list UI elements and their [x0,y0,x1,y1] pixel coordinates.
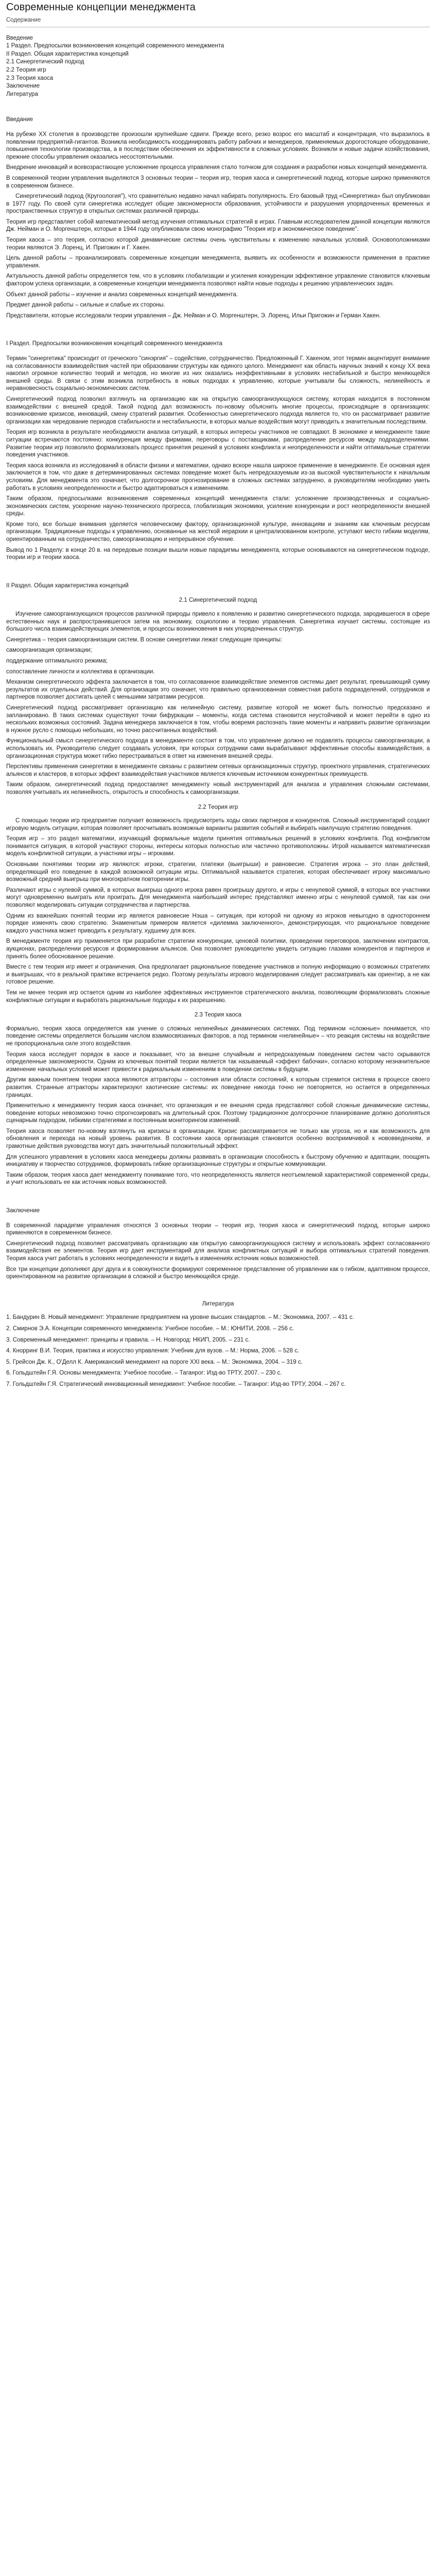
games-body [6,817,430,1004]
paragraph: сопоставление личности и коллектива в организации. [6,668,155,675]
paragraph: самоорганизация организации; [6,647,92,654]
paragraph: С помощью теории игр предприятие получает возможность предусмотреть ходы своих партнеров и конкурентов. Сложный инструментарий создают игровую модель ситуации, которая позволяет просчитывать возможные варианты развития событий и выбирать наилучшую стратегию поведения. [6,818,430,832]
reference-item: 3. Современный менеджмент: принципы и правила. – Н. Новгород: НКИП, 2005. – 231 с. [6,1336,250,1343]
paragraph: Теория хаоса возникла из исследований в области физики и математики, однако вскоре нашла широкое применение в менеджменте. Ее основная идея заключается в том, что даже в детерминированных системах поведение может быть непредсказуемым из-за высокой чувствительности к начальным условиям. Для менеджмента это означает, что долгосрочное прогнозирование в сложных системах затруднено, а руководителям необходимо уметь работать в условиях неопределенности и быстро адаптироваться к изменениям. [6,462,430,492]
paragraph: Применительно к менеджменту теория хаоса означает, что организация и ее внешняя среда представляют собой сложные динамические системы, поведение которых невозможно точно спрогнозировать на длительный срок. Поэтому традиционное долгосрочное планирование должно дополняться сценарным подходом, гибкими стратегиями и постоянным мониторингом изменений. [6,1103,430,1124]
paragraph: Изучение самоорганизующихся процессов различной природы привело к появлению и развитию синергетического подхода, зародившегося в сфере естественных наук и распространившегося затем на экономику, социологию и теорию управления. Синергетика изучает системы, состоящие из большого числа взаимодействующих элементов, и процессы возникновения в них упорядоченных структур. [6,611,430,633]
reference-item: 7. Гольдштейн Г.Я. Стратегический инновационный менеджмент: Учебное пособие. – Таганрог: Изд-во ТРТУ, 2004. – 267 с. [6,1381,346,1387]
paragraph: Перспективы применения синергетики в менеджменте связаны с развитием сетевых организационных структур, проектного управления, стратегических альянсов и кластеров, в которых эффект взаимодействия участников является ключевым источником конкурентных преимуществ. [6,764,430,777]
paragraph: Термин "синергетика" происходит от греческого "синэргия" – содействие, сотрудничество. Предложенный Г. Хакеном, этот термин акцентирует внимание на согласованности взаимодействия частей при образовании структуры как единого целого. Менеджмент как область научных знаний к концу XX века накопил огромное количество теорий и методов, но многие из них оказались неэффективными в условиях нестабильной и быстро меняющейся внешней среды. В связи с этим возникла потребность в новых подходах к управлению, которые учитывали бы сложность, нелинейность и неравновесность социально-экономических систем. [6,355,430,392]
paragraph: Одним из важнейших понятий теории игр является равновесие Нэша – ситуация, при которой ни одному из игроков невыгодно в одностороннем порядке изменять свою стратегию. Знаменитым примером является «дилемма заключенного», демонстрирующая, что рациональное поведение каждого участника может приводить к результату, худшему для всех. [6,912,430,934]
toc-item[interactable]: II Раздел. Общая характеристика концепций [6,50,129,57]
paragraph: В современной теории управления выделяются 3 основных теории – теория игр, теория хаоса и синергетический подход, которые широко применяются в современном бизнесе. [6,175,430,189]
paragraph: На рубеже XX столетия в производстве произошли крупнейшие сдвиги. Прежде всего, резко возрос его масштаб и концентрация, что выразилось в появлении предприятий-гигантов. Возникла необходимость координировать работу рабочих и менеджеров, применяемых дорогостоящее оборудование, повышения технологии производства, а в последствии обеспечения их эффективности в сложных условиях. Возникли и новые задачи хозяйствования, прежние способы управления оказались несостоятельными. [6,131,430,160]
paragraph: Представители, которые исследовали теории управления – Дж. Нейман и О. Моргенштерн, Э. Лоренц, Ильи Пригожин и Герман Хакен. [6,312,381,319]
synergy-heading: 2.1 Синергетический подход [179,597,257,604]
reference-item: 1. Бандурин В. Новый менеджмент: Управление предприятием на уровне высших стандартов. – М.: Экономика, 2007. – 431 с. [6,1314,354,1321]
chaos-heading: 2.3 Теория хаоса [194,1012,242,1019]
paragraph: Актуальность данной работы определяется тем, что в условиях глобализации и усиления конкуренции эффективное управление становится ключевым фактором успеха организации, а современные концепции менеджмента позволяют найти новые подходы к решению управленческих задач. [6,273,430,287]
toc-item[interactable]: 2.2 Теория игр [6,66,46,73]
paragraph: Объект данной работы – изучение и анализ современных концепций менеджмента. [6,291,238,298]
toc-item[interactable]: Введение [6,35,33,41]
paragraph: поддержание оптимального режима; [6,658,108,664]
paragraph: Таким образом, синергетический подход предоставляет менеджменту новый инструментарий для анализа и управления сложными системами, позволяя учитывать их нелинейность, открытость и способность к самоорганизации. [6,782,430,795]
paragraph: Функциональный смысл синергетического подхода в менеджменте состоит в том, что управление должно не подавлять процессы самоорганизации, а использовать их. Руководителю следует создавать условия, при которых сотрудники сами вырабатывают эффективные способы взаимодействия, а организационная структура может гибко перестраиваться в ответ на изменения внешней среды. [6,738,430,759]
conclusion-heading: Заключение [6,1208,40,1214]
paragraph: Вывод по 1 Разделу: в конце 20 в. на передовые позиции вышли новые парадигмы менеджмента, которые основываются на синергетическом подходе, теории игр и теории хаоса. [6,547,430,561]
intro-body [6,131,430,319]
toc-item[interactable]: Заключение [6,83,40,90]
intro-heading: Введание [6,116,33,123]
synergy-body [6,611,430,796]
document-title: Современные концепции менеджмента [6,2,196,13]
reference-list [6,1314,430,1388]
toc-item[interactable]: 1 Раздел. Предпосылки возникновения концепций современного менеджмента [6,43,224,49]
toc-subtitle: Содержание [6,17,41,23]
paragraph: Механизм синергетического эффекта заключается в том, что согласованное взаимодействие элементов системы дает результат, превышающий сумму результатов их отдельных действий. Для организации это означает, что правильно организованная совместная работа подразделений, сотрудников и партнеров позволяет достигать целей с меньшими затратами ресурсов. [6,679,430,701]
paragraph: Все три концепции дополняют друг друга и в совокупности формируют современное представление об управлении как о гибком, адаптивном процессе, ориентированном на развитие организации в сложной и быстро меняющейся среде. [6,1266,430,1280]
paragraph: В менеджменте теория игр применяется при разработке стратегии конкуренции, ценовой политики, проведении переговоров, заключении контрактов, аукционах, распределении ресурсов и формировании альянсов. Она позволяет руководителю увидеть ситуацию глазами конкурентов и партнеров и принять более обоснованное решение. [6,938,430,960]
paragraph: Теория хаоса – это теория, согласно которой динамические системы очень чувствительны к изменению начальных условий. Основоположниками теории являются Э. Лоренц, И. Пригожин и Г. Хакен. [6,237,430,251]
paragraph: Цель данной работы – проанализировать современные концепции менеджмента, выявить их особенности и возможности применения в практике управления. [6,255,430,269]
toc-item[interactable]: 2.1 Синергетический подход [6,59,84,65]
reference-item: 2. Смирнов Э.А. Концепции современного менеджмента: Учебное пособие. – М.: ЮНИТИ, 2008. – 256 с. [6,1325,294,1332]
paragraph: Синергетический подход позволяет рассматривать организацию как открытую самоорганизующуюся систему и использовать эффект согласованного взаимодействия ее элементов. Теория игр дает инструментарий для анализа конфликтных ситуаций и выбора оптимальных стратегий поведения. Теория хаоса учит работать в условиях неопределенности и видеть в изменениях источник новых возможностей. [6,1240,430,1262]
paragraph: Теория игр возникла в результате необходимости анализа ситуаций, в которых интересы участников не совпадают. В экономике и менеджменте такие ситуации встречаются постоянно: конкуренция между фирмами, переговоры с поставщиками, распределение ресурсов между подразделениями. Развитие теории игр позволило формализовать процесс принятия решений в условиях конфликта и неопределенности и найти оптимальные стратегии поведения участников. [6,429,430,459]
paragraph: Теория хаоса исследует порядок в хаосе и показывает, что за внешне случайным и непредсказуемым поведением систем часто скрываются определенные закономерности. Одним из ключевых понятий теории является так называемый «эффект бабочки», согласно которому незначительное изменение начальных условий может привести к радикальным изменениям в поведении системы в будущем. [6,1051,430,1073]
paragraph: Синергетический подход рассматривает организацию как нелинейную систему, развитие которой не может быть полностью предсказано и запланировано. В таких системах существуют точки бифуркации – моменты, когда система становится неустойчивой и может перейти в одно из нескольких возможных состояний. Задача менеджера заключается в том, чтобы вовремя распознать такие моменты и направить развитие организации в нужное русло с помощью небольших, но точно рассчитанных воздействий. [6,704,430,734]
toc-item[interactable]: Литература [6,91,38,97]
paragraph: Кроме того, все больше внимания уделяется человеческому фактору, организационной культуре, инновациям и знаниям как ключевым ресурсам организации. Традиционные подходы к управлению, основанные на жесткой иерархии и централизованном контроле, уступают место гибким моделям, ориентированным на сотрудничество, самоорганизацию и непрерывное обучение. [6,521,430,543]
paragraph: Вместе с тем теория игр имеет и ограничения. Она предполагает рациональное поведение участников и полную информацию о возможных стратегиях и выигрышах, что в реальной практике встречается редко. Поэтому результаты игрового моделирования следует рассматривать как ориентир, а не как готовое решение. [6,964,430,986]
paragraph: Синергетика – теория самоорганизации систем. В основе синергетики лежат следующие принципы: [6,636,283,643]
paragraph: Тем не менее теория игр остается одним из наиболее эффективных инструментов стратегического анализа, позволяющим формализовать сложные конфликтные ситуации и выработать рациональные подходы к их разрешению. [6,989,430,1004]
section1-body [6,355,430,562]
paragraph: Теория игр – это раздел математики, изучающий формальные модели принятия оптимальных решений в условиях конфликта. Под конфликтом понимается ситуация, в которой участвуют стороны, интересы которых полностью или частично противоположны. Игрой называется математическая модель конфликтной ситуации, а участники игры – игроками. [6,836,430,857]
paragraph: Формально, теория хаоса определяется как учение о сложных нелинейных динамических системах. Под термином «сложные» понимается, что поведение системы определяется большим числом взаимосвязанных факторов, а под термином «нелинейные» – что реакция системы на воздействие не пропорциональна силе этого воздействия. [6,1025,430,1047]
reference-item: 5. Грейсон Дж. К., О'Делл К. Американский менеджмент на пороге XXI века. – М.: Экономика, 2004. – 319 с. [6,1359,303,1365]
section1-heading: I Раздел. Предпосылки возникновения концепций современного менеджмента [6,341,223,347]
toc-item[interactable]: 2.3 Теория хаоса [6,75,54,81]
paragraph: Предмет данной работы – сильные и слабые их стороны. [6,302,165,309]
games-heading: 2.2 Теория игр [198,804,238,810]
paragraph: Для успешного управления в условиях хаоса менеджеры должны развивать в организации способность к быстрому обучению и адаптации, поощрять инициативу и творчество сотрудников, формировать гибкие организационные структуры и открытые коммуникации. [6,1154,430,1168]
paragraph: Теория игр представляет собой математический метод изучения оптимальных стратегий в играх. Главным исследователем данной концепции являются Дж. Нейман и О. Моргенштерн, которые в 1944 году опубликовали свою монографию "Теория игр и экономическое поведение". [6,218,430,233]
paragraph: В современной парадигме управления относятся 3 основных теории – теория игр, теория хаоса и синергетический подход, которые широко применяются в современном бизнесе. [6,1222,430,1236]
paragraph: Таким образом, теория хаоса дает менеджменту понимание того, что неопределенность является неотъемлемой характеристикой современной среды, и учит использовать ее как источник новых возможностей. [6,1172,430,1186]
paragraph: Таким образом, предпосылками возникновения современных концепций менеджмента стали: усложнение производственных и социально-экономических систем, ускорение научно-технического прогресса, глобализация экономики, усиление конкуренции и рост неопределенности внешней среды. [6,496,430,517]
paragraph: Различают игры с нулевой суммой, в которых выигрыш одного игрока равен проигрышу другого, и игры с ненулевой суммой, в которых все участники могут одновременно выиграть или проиграть. Для менеджмента наибольший интерес представляют именно игры с ненулевой суммой, так как они позволяют моделировать ситуации сотрудничества и партнерства. [6,887,430,909]
reference-item: 6. Гольдштейн Г.Я. Основы менеджмента: Учебное пособие. – Таганрог: Изд-во ТРТУ, 2007. – 230 с. [6,1370,282,1377]
paragraph: Основными понятиями теории игр являются: игроки, стратегии, платежи (выигрыши) и равновесие. Стратегия игрока – это план действий, определяющий его поведение в каждой возможной ситуации игры. Оптимальной называется стратегия, которая обеспечивает игроку максимально возможный средний выигрыш при многократном повторении игры. [6,861,430,883]
literature-heading: Литература [202,1300,234,1307]
conclusion-body [6,1222,430,1281]
chaos-body [6,1025,430,1187]
paragraph: Внедрение инноваций и всевозрастающее усложнение процесса управления стало толчком для создания и разработки новых концепций менеджмента. [6,164,428,171]
section2-heading: II Раздел. Общая характеристика концепций [6,582,129,589]
paragraph: Другим важным понятием теории хаоса являются аттракторы – состояния или области состояний, к которым стремится система в процессе своего развития. Странные аттракторы характеризуют хаотические системы: их поведение никогда точно не повторяется, но остается в определенных границах. [6,1077,430,1098]
document-page [0,1,436,2576]
reference-item: 4. Кнорринг В.И. Теория, практика и искусство управления: Учебник для вузов. – М.: Норма, 2006. – 528 с. [6,1348,300,1354]
paragraph: Синергетический подход позволил взглянуть на организацию как на открытую самоорганизующуюся систему, которая находится в постоянном взаимодействии с внешней средой. Такой подход дал возможность по-новому объяснить многие процессы, происходящие в организациях: возникновение кризисов, инноваций, смену стратегий развития. Особенностью синергетического подхода является то, что он рассматривает развитие организации как чередование периодов стабильности и нестабильности, в которых малые воздействия могут приводить к значительным последствиям. [6,396,430,425]
paragraph: Теория хаоса позволяет по-новому взглянуть на кризисы в организации. Кризис рассматривается не только как угроза, но и как возможность для обновления и перехода на новый уровень развития. В состоянии хаоса организация становится особенно восприимчивой к нововведениям, и грамотные действия руководства могут дать значительный положительный эффект. [6,1128,430,1150]
table-of-contents [6,35,430,98]
paragraph: Синергетический подход (Кругоология"), что сравнительно недавно начал набирать популярность. Его базовый труд «Синергетика» был опубликован в 1977 году. По своей сути синергетика исследует общие закономерности образования, устойчивости и разрушения упорядоченных временных и пространственных структур в открытых системах различной природы. [6,193,430,215]
